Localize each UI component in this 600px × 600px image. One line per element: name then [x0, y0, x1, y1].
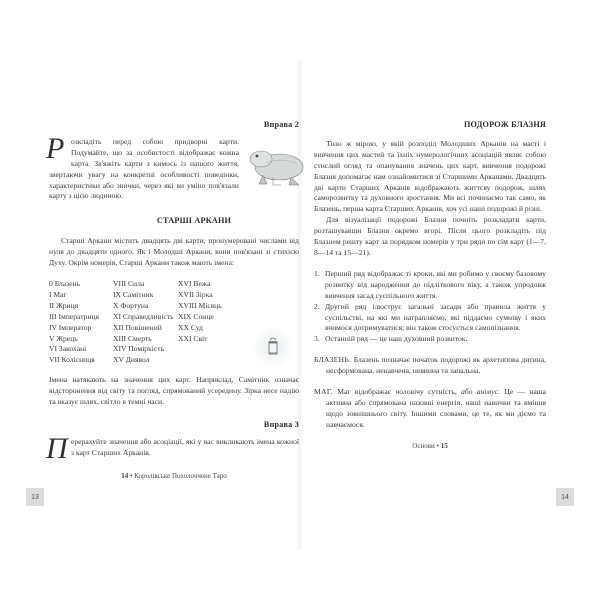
arcana-name: X Фортуна — [113, 300, 149, 310]
list-text: Останній ряд — це наш духовний розвиток. — [325, 334, 468, 344]
book-title: Королівське Похолоччене Таро — [134, 471, 227, 480]
definition-text: . Це — наша активна або спрямована назовні енергія, наші навички та вміння щодо зовнішнього світу. Іншими словами, це те, як ми діємо та навчаємося. — [326, 387, 546, 429]
arcana-name: XVII Зірка — [178, 289, 213, 299]
list-item — [314, 269, 546, 302]
arcana-name: XIII Смерть — [113, 333, 152, 343]
arcana-name: 0 Блазень — [49, 278, 81, 288]
arcana-names-column-1 — [49, 279, 113, 366]
exercise-2-body — [46, 131, 299, 202]
list-number: 1. — [314, 268, 320, 278]
arcana-name: IV Імператор — [49, 322, 92, 332]
arcana-names-column-3 — [178, 279, 238, 366]
arcana-name: VI Закохані — [49, 344, 87, 354]
arcana-name: III Імператриця — [49, 311, 100, 321]
arcana-name: XV Диявол — [113, 355, 150, 365]
left-page — [46, 120, 299, 482]
arcana-name: XII Повішений — [113, 322, 162, 332]
arcana-name: VII Колісниця — [49, 355, 95, 365]
definition-text: Маг відображає чоловічу сутність, — [337, 387, 462, 397]
list-text: Перший ряд відображає ті кроки, які ми робимо у своєму базовому розвитку від народження до підліткового віку, а також упродовж вивчення засад суспільного життя. — [325, 268, 546, 300]
major-arcana-outro: Імена натякають на значення цих карт. Наприклад, Самітник означає відсторонення від світу та погляд, спрямований усередину. Зірка несе надію та вказує шлях, світло в темні часи. — [49, 375, 299, 407]
exercise-3-text: ерерахуйте значення або асоціації, які у вас викликають імена кожної з карт Старших Арканів. — [71, 436, 299, 457]
arcana-name: XX Суд — [178, 322, 203, 332]
section-title: Основи — [412, 441, 435, 450]
arcana-name: VIII Сила — [113, 278, 145, 288]
exercise-2-title: Вправа 2 — [263, 120, 299, 129]
major-arcana-intro: Старші Аркани містить двадцять дві карти, пронумеровані числами від нуля до двадцяти одного. Як і Молодші Аркани, вони пов'язані зі стихією Духу. Окрім номерів, Старші Аркани також мають імена: — [49, 236, 299, 268]
arcana-name: V Жрець — [49, 333, 78, 343]
page-number: 14 — [121, 471, 129, 480]
fools-journey-para-2: Для візуалізації подорожі Блазня почніть розкладати карти, розташувавши Блазня окремо вгорі. Після цього розкладіть під Блазнем решту карт за порядком номерів у три ряди по сім карт (1—7, 8—14 та 15—21). — [314, 215, 546, 257]
right-page-footer — [314, 441, 546, 452]
exercise-3-title: Вправа 3 — [263, 419, 299, 429]
definition-text: Блазень позначає початок подорожі як архетипова дитина, несформована, ненавчена, невинна та запальна. — [326, 355, 546, 376]
dropcap-letter: П — [46, 431, 68, 465]
left-page-footer — [49, 465, 299, 482]
exercise-3-body — [46, 431, 299, 465]
frog-illustration — [243, 141, 309, 189]
definition-italic: або анімус — [461, 387, 498, 397]
definition-magician — [314, 387, 546, 431]
list-text: Другий ряд ілюструє загальні засади або правила життя у суспільстві, на які ми натрапляємо, які піддаємо сумніву і яких вчимося дотримуватися; він також стосується самопізнання. — [325, 301, 546, 333]
page-tab-left: 13 — [26, 488, 44, 506]
list-number: 2. — [314, 301, 320, 311]
fools-journey-para-1: Тією ж мірою, у якій розподіл Молодших Арканів на масті і вивчення цих мастей та їхніх нумерологічних асоціацій являє собою стислий огляд та опанування значень цих карт, вивчення подорожі Блазня допомагає нам ознайомитися зі Старшими Арканами. Двадцять дві карти Старших Арканів відображають життєву подорож, шлях саморозвитку та духовного зростання. Ми всі починаємо так само, як Блазень, перша карта Старших Арканів, хоч усі наші подорожі й різні. — [314, 138, 546, 214]
lantern-icon — [253, 327, 293, 367]
page-tab-right: 14 — [556, 488, 574, 506]
arcana-name: XI Справедливість — [113, 311, 174, 321]
fools-journey-title: ПОДОРОЖ БЛАЗНЯ — [463, 120, 546, 129]
list-item — [314, 302, 546, 335]
list-item — [314, 334, 546, 345]
dropcap-letter: Р — [46, 131, 65, 165]
arcana-names-column-2 — [113, 279, 178, 366]
major-arcana-title: СТАРШІ АРКАНИ — [156, 216, 232, 226]
arcana-name: XIV Поміркість — [113, 344, 165, 354]
list-number: 3. — [314, 334, 320, 344]
arcana-name: XXI Світ — [178, 333, 208, 343]
arcana-name: XIX Сонце — [178, 311, 214, 321]
rows-list — [314, 269, 546, 345]
page-number: 15 — [440, 441, 448, 450]
arcana-name: II Жриця — [49, 300, 79, 310]
arcana-name: IX Самітник — [113, 289, 154, 299]
right-page — [314, 120, 546, 452]
exercise-2-text: озкладіть перед собою придворні карти. Подумайте, що за особистості відображає кожна карта. Зв'яжіть карти з кимось із нашого життя, звертаючи увагу на конкретні особливості поведінки, характеристики або звички, через які ви уміно пов'язали карту з цією людиною. — [49, 136, 239, 201]
arcana-name: XVI Вежа — [178, 278, 211, 288]
definition-term: МАГ. — [314, 387, 333, 397]
definition-fool — [314, 355, 546, 377]
arcana-name: XVIII Місяць — [178, 300, 222, 310]
footer-separator: • — [436, 441, 439, 450]
footer-separator: • — [129, 471, 133, 480]
arcana-name: I Маг — [49, 289, 67, 299]
definition-term: БЛАЗЕНЬ. — [314, 355, 352, 365]
